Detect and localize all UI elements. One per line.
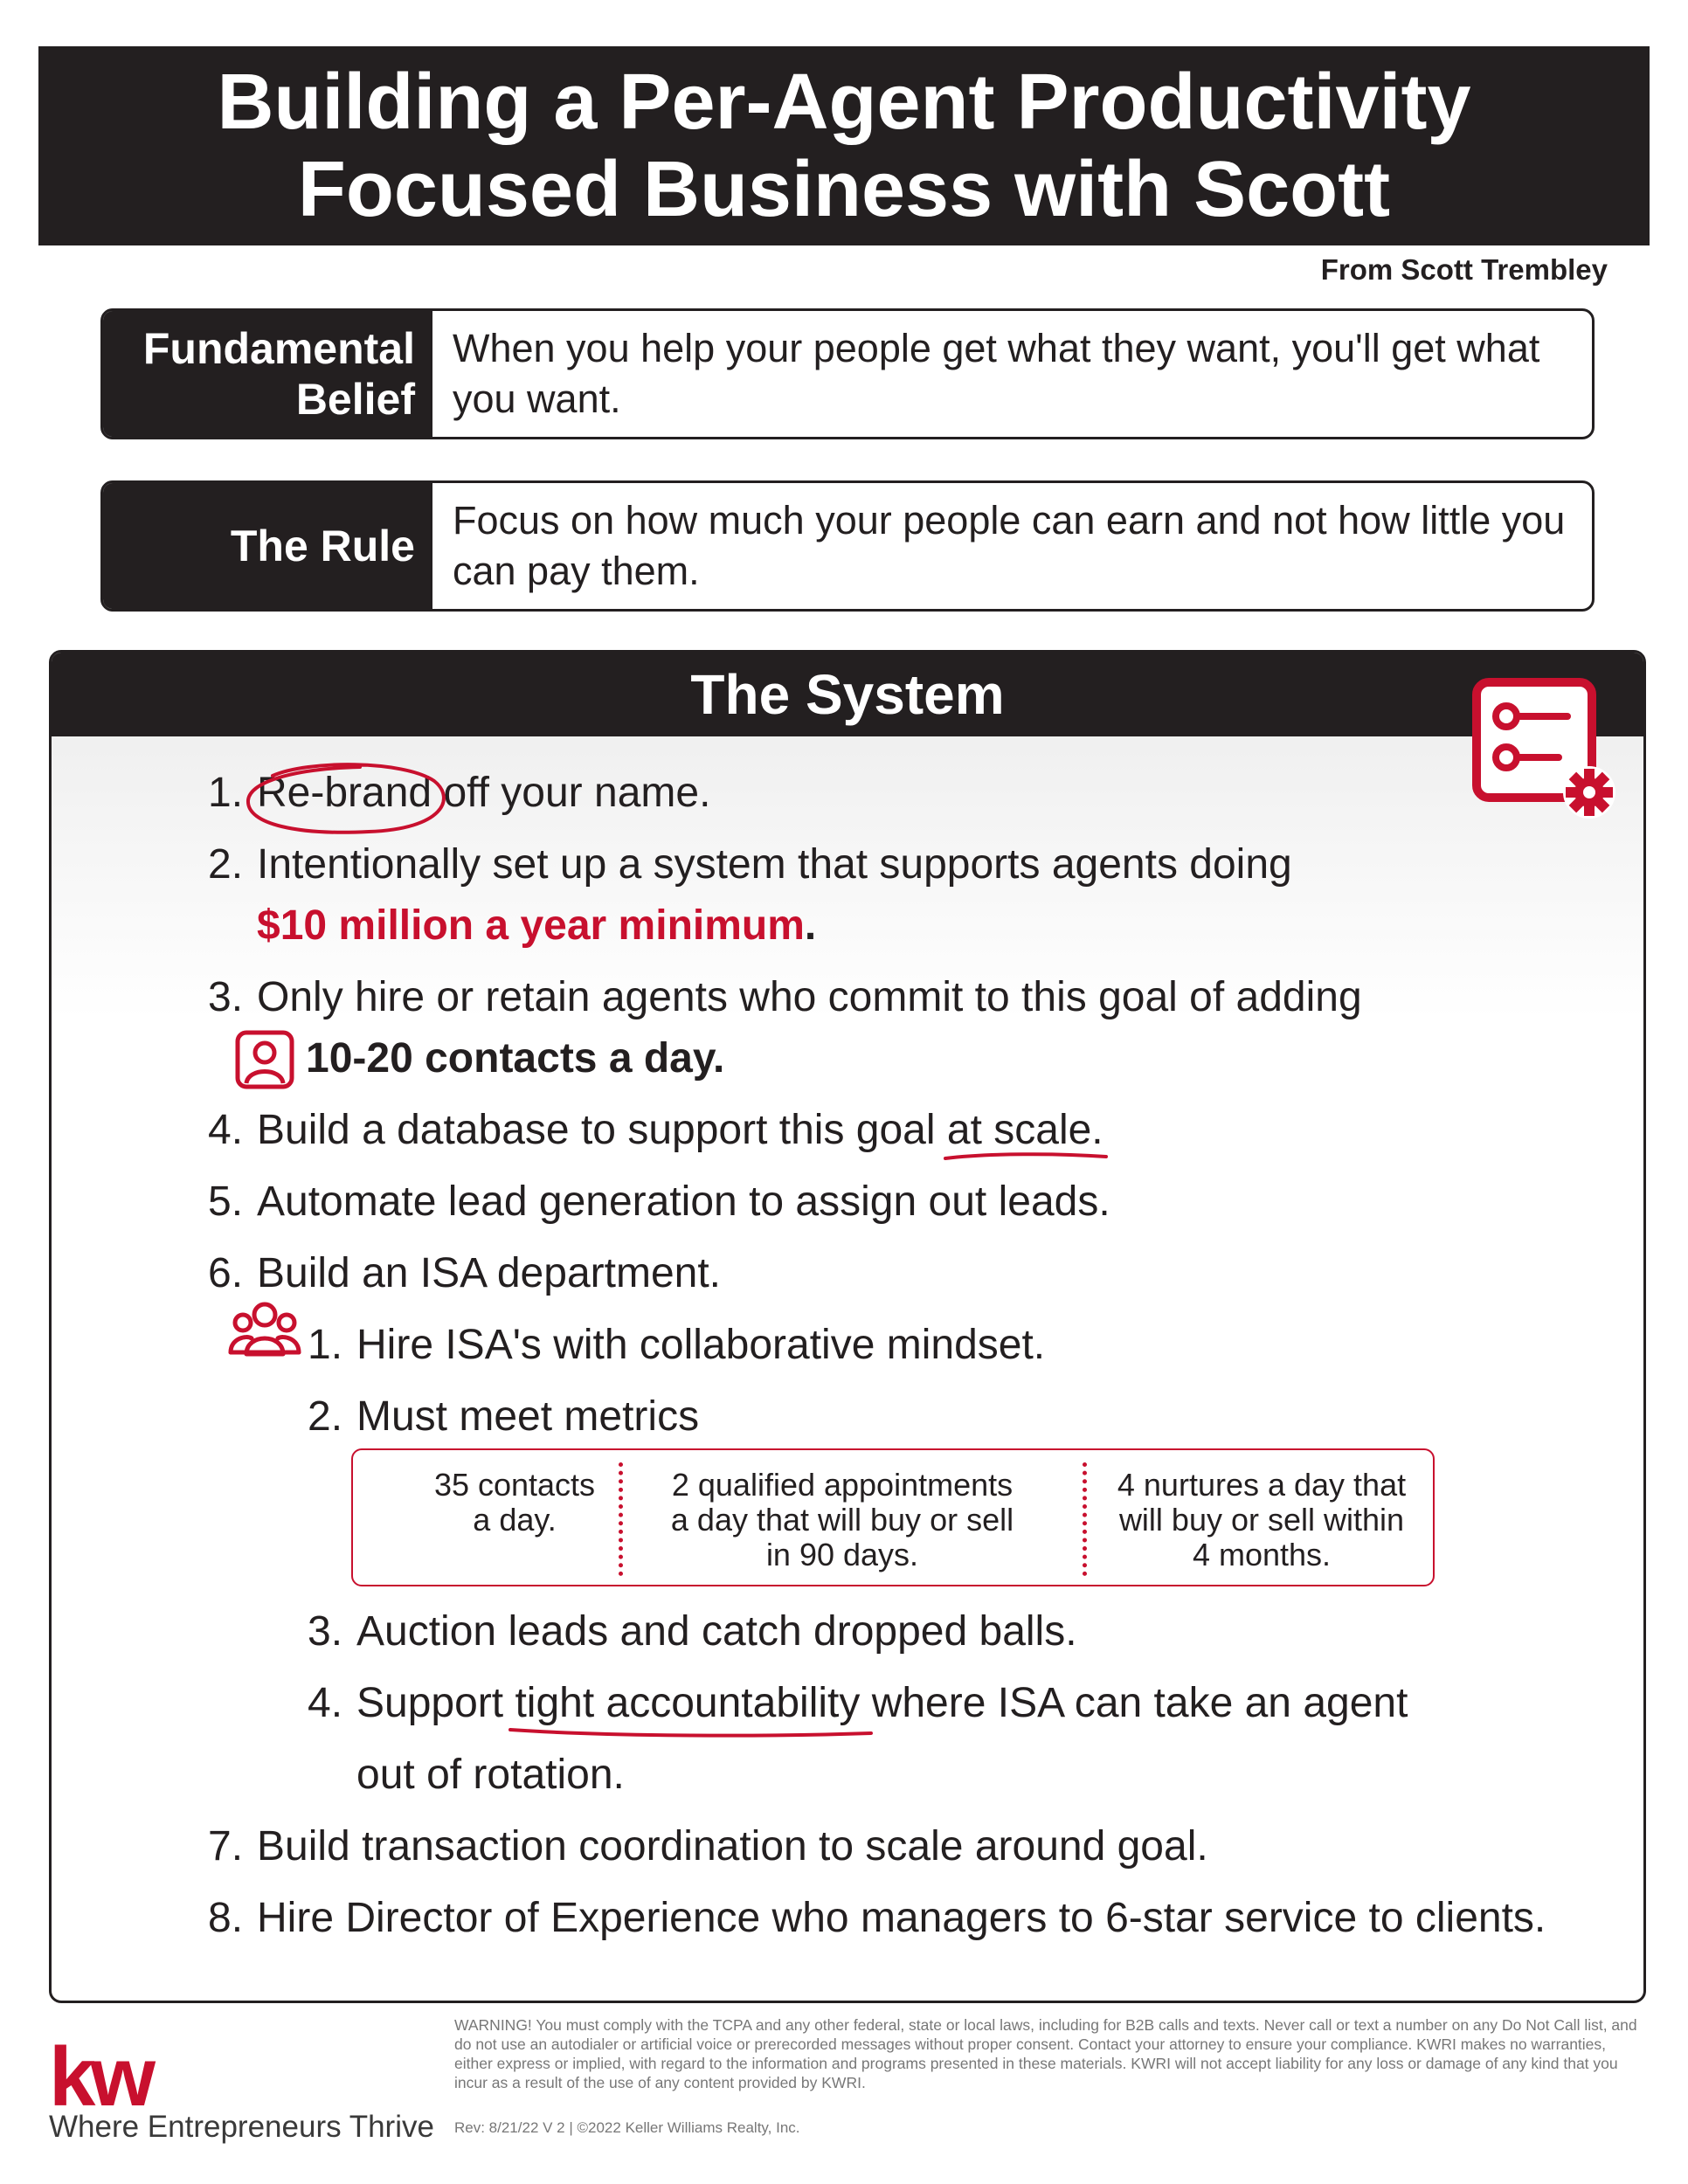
system-item-2 — [208, 839, 1292, 891]
item-number: 1. — [208, 770, 244, 816]
page-title-line-1: Building a Per-Agent Productivity — [217, 59, 1471, 146]
subitem-3-text: Auction leads and catch dropped balls. — [356, 1608, 1077, 1655]
tagline: Where Entrepreneurs Thrive — [49, 2110, 434, 2144]
byline: From Scott Trembley — [1320, 253, 1608, 286]
subitem-4-text: Support — [356, 1680, 515, 1726]
item-number: 7. — [208, 1823, 244, 1870]
subitem-4-tail: where ISA can take an agent — [860, 1680, 1408, 1726]
metric-line: 4 nurtures a day that — [1117, 1467, 1407, 1503]
metric-divider — [619, 1462, 623, 1576]
rebrand-text: Re-brand — [257, 770, 432, 816]
circled-rebrand — [257, 767, 432, 819]
at-scale-text: at scale. — [946, 1107, 1103, 1153]
person-icon — [234, 1029, 295, 1090]
legal-warning: WARNING! You must comply with the TCPA and any other federal, state or local laws, including for B2B calls and texts. Never call or text a number on any Do Not Call list, and do not use an autodialer or artificial voice or prerecorded messages without proper consent. Contact your attorney to ensure your compliance. KWRI makes no warranties, either express or implied, with regard to the information and programs presented in these materials. KWRI will not accept liability for any loss or damage of any kind that you incur as a result of the use of any content provided by KWRI. — [454, 2016, 1637, 2091]
system-subitem-4-line-2 — [356, 1749, 625, 1801]
group-icon — [227, 1300, 302, 1358]
metric-line: in 90 days. — [765, 1537, 919, 1572]
the-rule-text: Focus on how much your people can earn and not how little you can pay them. — [453, 498, 1566, 593]
item-7-text: Build transaction coordination to scale around goal. — [257, 1823, 1208, 1870]
system-item-5 — [208, 1176, 1110, 1228]
system-subitem-3 — [308, 1606, 1077, 1658]
subitem-number: 2. — [308, 1393, 343, 1440]
underline-icon — [508, 1721, 875, 1742]
subitem-2-text: Must meet metrics — [356, 1393, 700, 1440]
item-3-text: Only hire or retain agents who commit to this goal of adding — [257, 974, 1362, 1020]
metric-line: a day that will buy or sell — [670, 1502, 1014, 1538]
item-number: 5. — [208, 1178, 244, 1225]
subitem-1-text: Hire ISA's with collaborative mindset. — [356, 1322, 1046, 1368]
system-item-4 — [208, 1104, 1103, 1157]
item-number: 3. — [208, 974, 244, 1020]
item-2-tail: . — [804, 902, 817, 949]
title-bar — [38, 46, 1650, 245]
underlined-tight-accountability — [515, 1677, 860, 1730]
metric-appointments — [633, 1468, 1052, 1572]
system-item-3 — [208, 971, 1362, 1024]
item-5-text: Automate lead generation to assign out leads. — [257, 1178, 1110, 1225]
metric-line: 35 contacts — [433, 1467, 596, 1503]
subitem-4-line-2-text: out of rotation. — [356, 1752, 625, 1798]
fundamental-belief-label-line-1: Fundamental — [142, 324, 415, 373]
item-8-text: Hire Director of Experience who managers to 6-star service to clients. — [257, 1895, 1546, 1941]
system-item-1 — [208, 767, 710, 819]
metric-line: a day. — [473, 1502, 557, 1538]
system-title: The System — [52, 653, 1643, 736]
subitem-number: 1. — [308, 1322, 343, 1368]
system-item-2-highlight-line — [257, 900, 816, 952]
system-subitem-4 — [308, 1677, 1408, 1730]
subitem-number: 3. — [308, 1608, 343, 1655]
item-3-highlight: 10-20 contacts a day. — [306, 1035, 725, 1082]
fundamental-belief-text: When you help your people get what they want, you'll get what you want. — [453, 326, 1540, 421]
underline-icon — [944, 1150, 1110, 1164]
item-number: 4. — [208, 1107, 244, 1153]
system-item-7 — [208, 1821, 1208, 1873]
fundamental-belief-box — [100, 308, 1595, 439]
metric-line: will buy or sell within — [1118, 1502, 1405, 1538]
metric-line: 2 qualified appointments — [671, 1467, 1013, 1503]
item-number: 2. — [208, 841, 244, 888]
fundamental-belief-label — [103, 311, 432, 437]
metric-contacts — [370, 1468, 659, 1538]
system-subitem-1 — [308, 1319, 1045, 1372]
underlined-at-scale — [947, 1104, 1103, 1157]
system-item-3-highlight-line — [306, 1033, 724, 1085]
item-number: 8. — [208, 1895, 244, 1941]
the-rule-label-text: The Rule — [230, 522, 415, 570]
the-rule-box — [100, 480, 1595, 612]
subitem-number: 4. — [308, 1680, 343, 1726]
the-rule-label — [103, 483, 432, 609]
item-6-text: Build an ISA department. — [257, 1250, 721, 1296]
system-subitem-2 — [308, 1391, 699, 1443]
system-item-8 — [208, 1892, 1546, 1945]
page-title-line-2: Focused Business with Scott — [297, 146, 1391, 233]
metric-nurtures — [1096, 1468, 1428, 1572]
system-item-6 — [208, 1248, 721, 1300]
hand-drawn-circle-icon — [238, 755, 456, 839]
item-2-text: Intentionally set up a system that supports agents doing — [257, 841, 1292, 888]
item-4-text: Build a database to support this goal — [257, 1107, 947, 1153]
item-2-highlight: $10 million a year minimum — [257, 902, 805, 949]
item-1-text: off your name. — [443, 770, 711, 816]
metric-divider — [1083, 1462, 1087, 1576]
revision-note: Rev: 8/21/22 V 2 | ©2022 Keller Williams Realty, Inc. — [454, 2119, 800, 2136]
checklist-gear-icon — [1471, 677, 1620, 821]
tight-accountability-text: tight accountability — [515, 1680, 861, 1726]
metrics-box — [351, 1448, 1435, 1586]
fundamental-belief-label-line-2: Belief — [295, 375, 415, 424]
item-number: 6. — [208, 1250, 244, 1296]
metric-line: 4 months. — [1192, 1537, 1332, 1572]
kw-logo: kw — [49, 2030, 151, 2124]
